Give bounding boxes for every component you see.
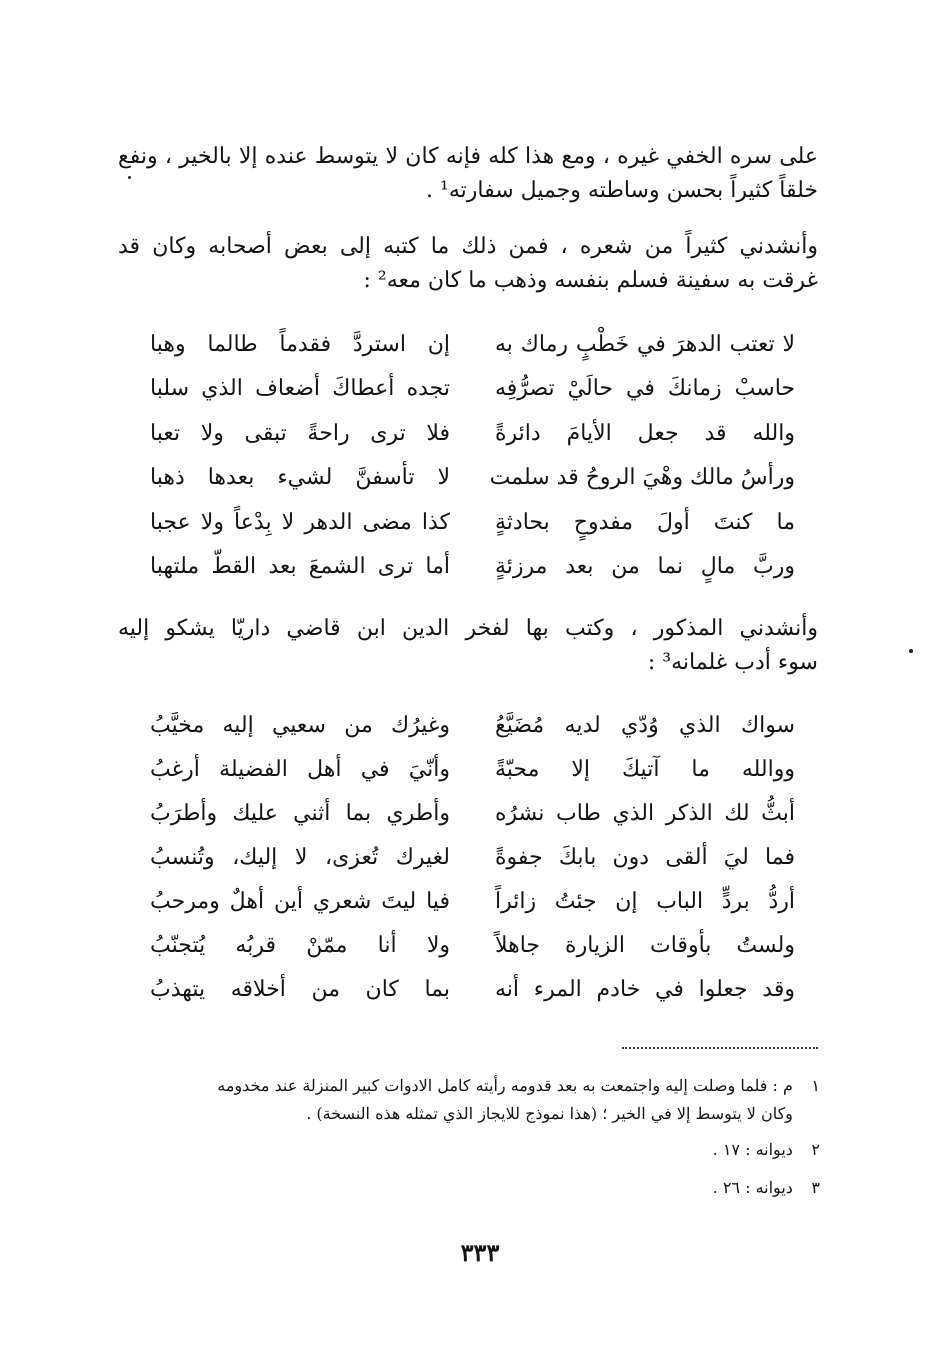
paragraph-3	[118, 612, 818, 680]
first-hemistich: وقد جعلوا في خادم المرء أنه	[495, 976, 795, 1002]
first-hemistich: أبثُّ لك الذكر الذي طاب نشرُه	[495, 800, 795, 826]
footnote-line	[130, 1072, 820, 1100]
poem-2	[150, 703, 795, 1011]
paragraph-2	[118, 230, 818, 298]
footnote-1	[130, 1072, 820, 1128]
first-hemistich: فما ليَ ألقى دون بابكَ جفوةً	[495, 844, 795, 870]
first-hemistich: أردُّ بردٍّ الباب إن جئتُ زائراً	[495, 888, 795, 914]
verse	[150, 967, 795, 1011]
first-hemistich: ورأسُ مالك وهْيَ الروحُ قد سلمت	[489, 465, 795, 491]
footnote-text: ديوانه : ١٧ .	[712, 1140, 793, 1159]
paragraph-1	[118, 140, 818, 208]
footnote-number: ١	[811, 1076, 820, 1095]
paragraph-line: غرقت به سفينة فسلم بنفسه وذهب ما كان معه² :	[363, 268, 818, 293]
verse	[150, 322, 795, 367]
paragraph-line: على سره الخفي غيره ، ومع هذا كله فإنه كان لا يتوسط عنده إلا بالخير ، ونفع	[118, 144, 818, 169]
footnote-line	[130, 1100, 820, 1128]
first-hemistich: ولستُ بأوقات الزيارة جاهلاً	[495, 932, 795, 958]
first-hemistich: والله قد جعل الأيامَ دائرةً	[495, 420, 795, 446]
second-hemistich: لا تأسفنَّ لشيء بعدها ذهبا	[150, 465, 450, 491]
footnote-number: ٣	[811, 1178, 820, 1197]
verse	[150, 411, 795, 456]
second-hemistich: فلا ترى راحةً تبقى ولا تعبا	[150, 420, 450, 446]
first-hemistich: سواك الذي وُدّي لديه مُضَيَّعُ	[495, 712, 795, 738]
verse	[150, 835, 795, 879]
verse	[150, 456, 795, 501]
footnote-text: م : فلما وصلت إليه واجتمعت به بعد قدومه رأيته كامل الادوات كبير المنزلة عند مخدومه	[217, 1076, 793, 1095]
second-hemistich: إن استردَّ فقدماً طالما وهبا	[150, 331, 450, 357]
first-hemistich: حاسبْ زمانكَ في حالَيْ تصرُّفِه	[495, 376, 795, 402]
footnote-number: ٢	[811, 1140, 820, 1159]
verse	[150, 500, 795, 545]
first-hemistich: وربَّ مالٍ نما من بعد مرزئةٍ	[495, 554, 795, 580]
second-hemistich: فيا ليتَ شعري أين أهلٌ ومرحبُ	[150, 888, 450, 914]
paragraph-line: وأنشدني كثيراً من شعره ، فمن ذلك ما كتبه إلى بعض أصحابه وكان قد	[118, 234, 818, 259]
verse	[150, 791, 795, 835]
ink-speck	[909, 649, 913, 653]
second-hemistich: بما كان من أخلاقه يتهذبُ	[150, 976, 450, 1002]
second-hemistich: كذا مضى الدهر لا بِدْعاً ولا عجبا	[150, 509, 450, 535]
paragraph-line: سوء أدب غلمانه³ :	[647, 650, 818, 675]
second-hemistich: وأطري بما أثني عليك وأطرَبُ	[150, 800, 450, 826]
page-number: ٣٣٣	[460, 1238, 500, 1267]
verse	[150, 923, 795, 967]
ink-speck	[128, 176, 131, 179]
footnote-text: ديوانه : ٢٦ .	[712, 1178, 793, 1197]
footnote-3	[130, 1178, 820, 1197]
verse	[150, 545, 795, 590]
paragraph-line: وأنشدني المذكور ، وكتب بها لفخر الدين ابن قاضي داريّا يشكو إليه	[118, 616, 818, 641]
verse	[150, 367, 795, 412]
footnote-text: وكان لا يتوسط إلا في الخير ؛ (هذا نموذج للايجاز الذي تمثله هذه النسخة) .	[306, 1104, 793, 1123]
second-hemistich: ولا أنا ممّنْ قربُه يُتجنّبُ	[150, 932, 450, 958]
footnote-divider	[622, 1047, 818, 1049]
first-hemistich: ما كنتَ أولَ مفدوحٍ بحادثةٍ	[495, 509, 795, 535]
verse	[150, 879, 795, 923]
first-hemistich: ووالله ما آتيكَ إلا محبّةً	[495, 756, 795, 782]
second-hemistich: وغيرُك من سعيي إليه مخيَّبُ	[150, 712, 450, 738]
second-hemistich: وأنّيَ في أهل الفضيلة أرغبُ	[150, 756, 450, 782]
first-hemistich: لا تعتب الدهرَ في خَطْبٍ رماك به	[495, 331, 795, 357]
second-hemistich: لغيرك تُعزى، لا إليك، وتُنسبُ	[150, 844, 450, 870]
paragraph-line: خلقاً كثيراً بحسن وساطته وجميل سفارته¹ .	[426, 178, 818, 203]
verse	[150, 747, 795, 791]
poem-1	[150, 322, 795, 589]
footnote-2	[130, 1140, 820, 1159]
second-hemistich: تجده أعطاكَ أضعاف الذي سلبا	[150, 376, 450, 402]
second-hemistich: أما ترى الشمعَ بعد القطّ ملتهبا	[150, 554, 450, 580]
verse	[150, 703, 795, 747]
